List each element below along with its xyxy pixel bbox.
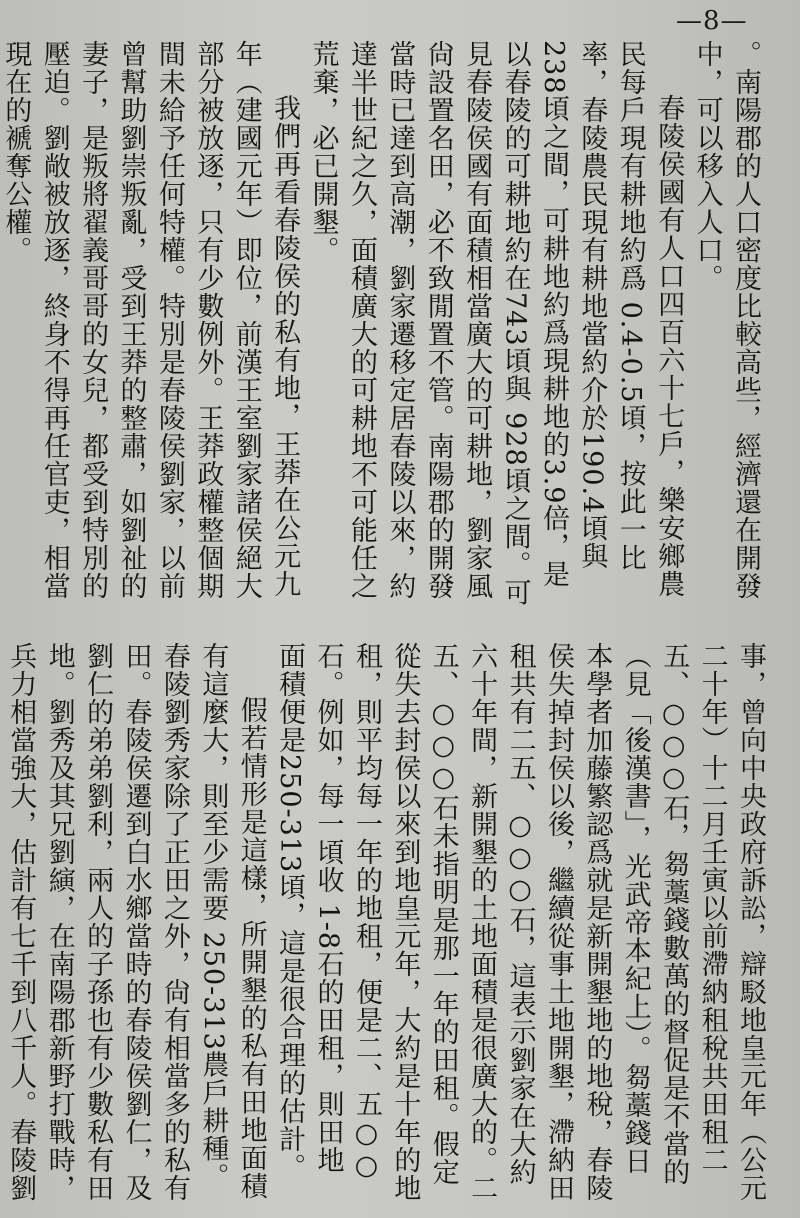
paragraph: 。南陽郡的人口密度比較高些，經濟還在開發中，可以移入人口。 [691, 40, 761, 600]
page-number: —8— [676, 6, 748, 36]
paragraph: 我們再看春陵侯的私有地，王莽在公元九年（建國元年）即位，前漢王室劉家諸侯絕大部分被放逐，只有少數例外。王莽政權整個期間未給予任何特權。特別是春陵侯劉家，以前曾幫助劉崇叛亂，受到王莽的整肅，如劉祉的妻子，是叛將翟義哥哥的女兒，都受到特別的壓迫。劉敞被放逐，終身不得再任官吏，相當現在的褫奪公權。 [0, 40, 301, 600]
upper-text-block [0, 40, 764, 610]
lower-text-block [5, 642, 769, 1202]
paragraph: 春陵侯國有人口四百六十七戶，樂安鄉農民每戶現有耕地約爲 0.4-0.5頃，按此一比率，春陵農民現有耕地當約介於190.4頃與238頃之間，可耕地約爲現耕地的3.9倍，是以春陵的可耕地約在743頃與 928頃之間。可見春陵侯國有面積相當廣大的可耕地，劉家風尙設置名田，必不致閒置不管。南陽郡的開發當時已達到高潮，劉家遷移定居春陵以來，約達半世紀之久，面積廣大的可耕地不可能任之荒棄，必已開墾。 [307, 40, 685, 607]
paragraph: 假若情形是這樣，所開墾的私有田地面積有這麼大，則至少需要 250-313農戶耕種。春陵劉秀家除了正田之外，尙有相當多的私有田。春陵侯遷到白水鄉當時的春陵侯劉仁，及劉仁的弟弟劉利，兩人的子孫也有少數私有田地。劉秀及其兄劉縯，在南陽郡新野打戰時，兵力相當強大，估計有七千到八千人。春陵劉 [5, 642, 267, 1202]
paragraph: 事，曾向中央政府訴訟，辯駁地皇元年（公元二十年）十二月壬寅以前滯納租稅共田租二五、○○○石，芻藁錢數萬的督促是不當的（見「後漢書」，光武帝本紀上）。芻藁錢日本學者加藤繁認爲就是新開墾地的地稅，春陵侯失掉封侯以後，繼續從事土地開墾，滯納田租共有二五、○○○石，這表示劉家在大約六十年間，新開墾的土地面積是很廣大的。二五、○○○石未指明是那一年的田租。假定從失去封侯以來到地皇元年，大約是十年的地租，則平均每一年的地租，便是二、五○○石。例如，每一頃收 1-8石的田租，則田地面積便是250-313頃，這是很合理的估計。 [274, 642, 766, 1202]
